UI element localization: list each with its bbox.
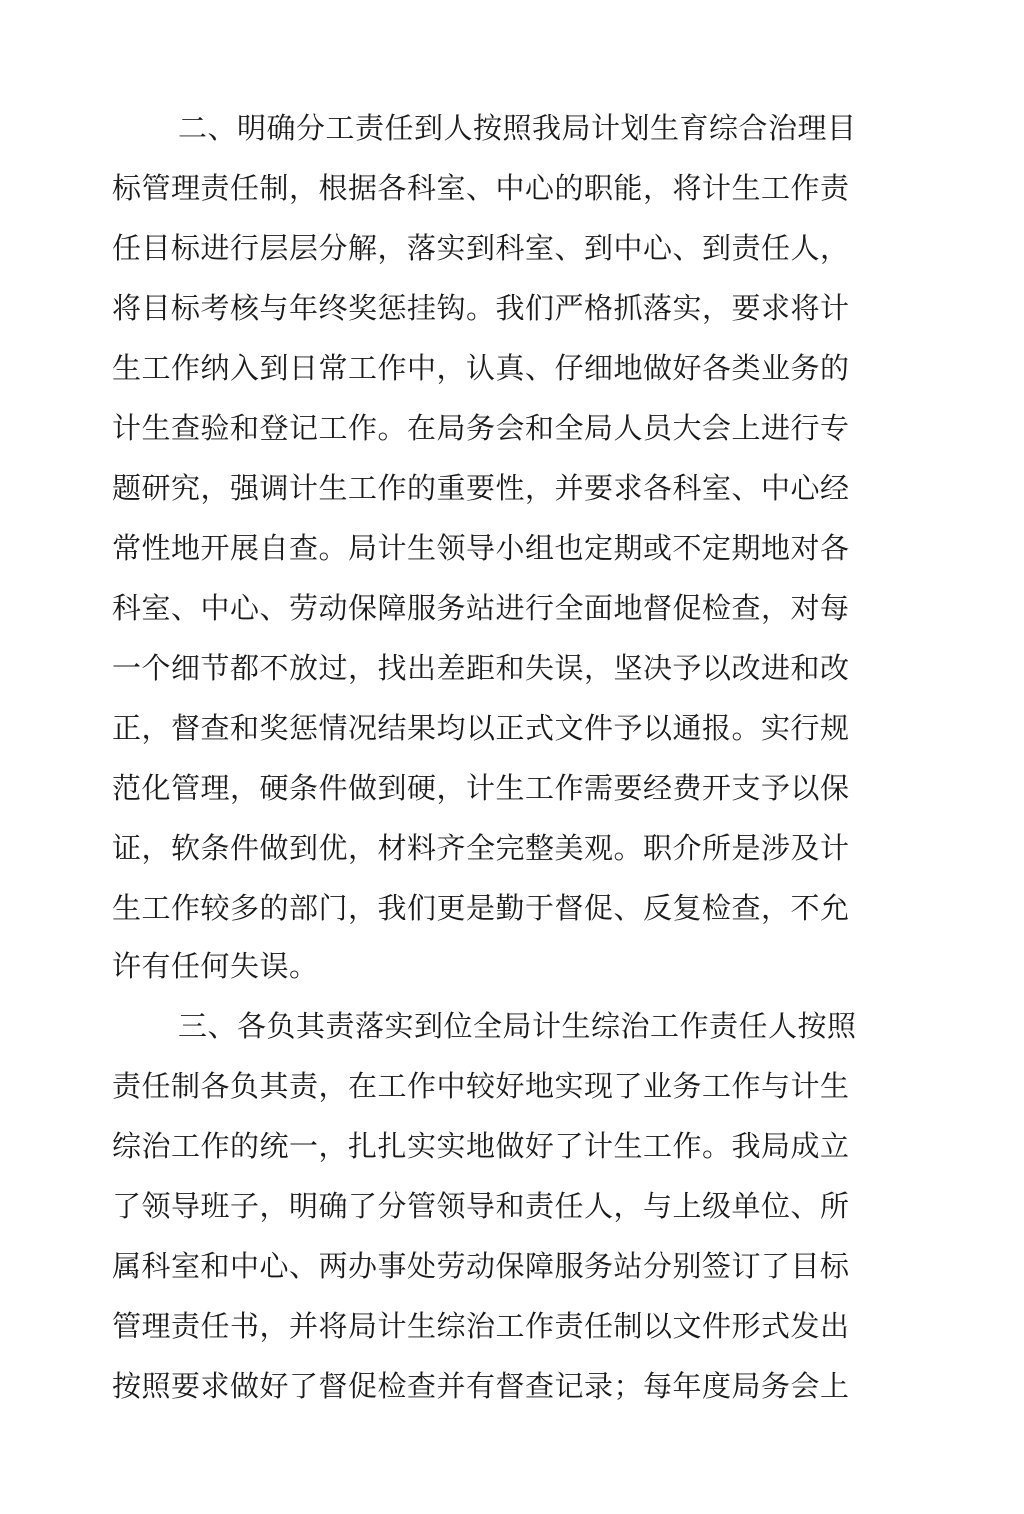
paragraph-line: 生工作较多的部门，我们更是勤于督促、反复检查，不允 <box>112 891 850 925</box>
paragraph-line: 将目标考核与年终奖惩挂钩。我们严格抓落实，要求将计 <box>112 291 850 325</box>
paragraph-line: 证，软条件做到优，材料齐全完整美观。职介所是涉及计 <box>112 831 850 865</box>
paragraph-line: 二、明确分工责任到人按照我局计划生育综合治理目 <box>178 111 857 145</box>
paragraph-line: 常性地开展自查。局计生领导小组也定期或不定期地对各 <box>112 531 850 565</box>
paragraph-line: 按照要求做好了督促检查并有督查记录；每年度局务会上 <box>112 1369 850 1403</box>
paragraph-line: 标管理责任制，根据各科室、中心的职能，将计生工作责 <box>112 171 850 205</box>
paragraph-line: 了领导班子，明确了分管领导和责任人，与上级单位、所 <box>112 1189 850 1223</box>
paragraph-line: 题研究，强调计生工作的重要性，并要求各科室、中心经 <box>112 471 850 505</box>
paragraph-line: 许有任何失误。 <box>112 949 319 983</box>
paragraph-line: 正，督查和奖惩情况结果均以正式文件予以通报。实行规 <box>112 711 850 745</box>
paragraph-line: 计生查验和登记工作。在局务会和全局人员大会上进行专 <box>112 411 850 445</box>
paragraph-line: 管理责任书，并将局计生综治工作责任制以文件形式发出 <box>112 1309 850 1343</box>
paragraph-line: 一个细节都不放过，找出差距和失误，坚决予以改进和改 <box>112 651 850 685</box>
paragraph-line: 责任制各负其责，在工作中较好地实现了业务工作与计生 <box>112 1069 850 1103</box>
paragraph-line: 科室、中心、劳动保障服务站进行全面地督促检查，对每 <box>112 591 850 625</box>
paragraph-line: 生工作纳入到日常工作中，认真、仔细地做好各类业务的 <box>112 351 850 385</box>
paragraph-line: 三、各负其责落实到位全局计生综治工作责任人按照 <box>178 1009 857 1043</box>
paragraph-line: 综治工作的统一，扎扎实实地做好了计生工作。我局成立 <box>112 1129 850 1163</box>
paragraph-line: 属科室和中心、两办事处劳动保障服务站分别签订了目标 <box>112 1249 850 1283</box>
paragraph-line: 任目标进行层层分解，落实到科室、到中心、到责任人， <box>112 231 850 265</box>
paragraph-line: 范化管理，硬条件做到硬，计生工作需要经费开支予以保 <box>112 771 850 805</box>
